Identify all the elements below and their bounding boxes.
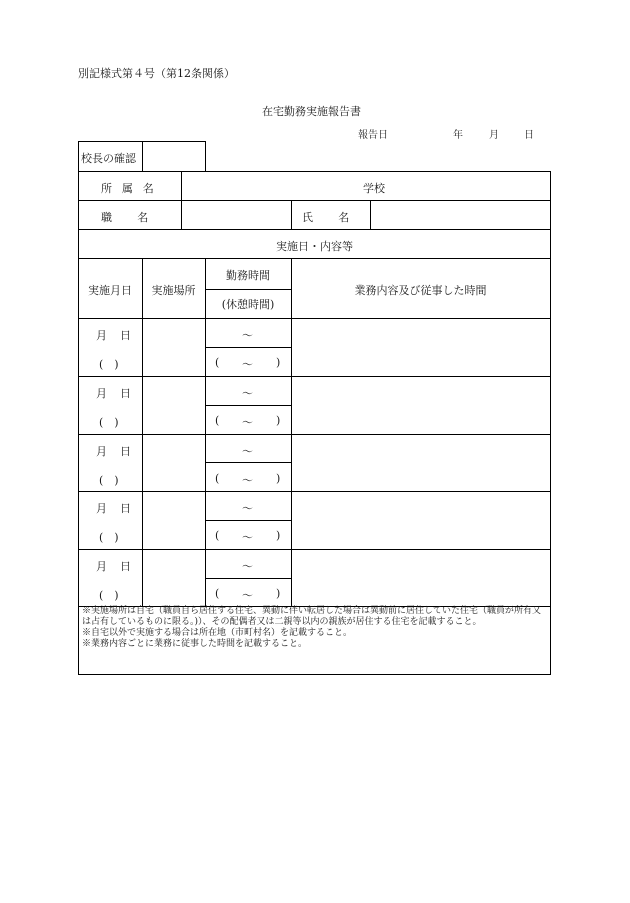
column-header-work-hours: 勤務時間	[226, 269, 270, 282]
row-day-label: 日	[120, 445, 131, 458]
row-day-label: 日	[120, 329, 131, 342]
form-number: 別記様式第４号（第12条関係）	[78, 67, 235, 80]
report-date-year: 年	[453, 130, 463, 141]
row-weekday-paren: ( )	[99, 358, 119, 371]
column-header-date: 実施月日	[88, 284, 132, 297]
row-break-tilde: ～	[242, 416, 253, 429]
row-break-tilde: ～	[242, 474, 253, 487]
report-date-day: 日	[524, 130, 534, 141]
row-weekday-paren: ( )	[99, 474, 119, 487]
row-weekday-paren: ( )	[99, 416, 119, 429]
row-break-tilde: ～	[242, 589, 253, 602]
row-month-label: 月	[96, 560, 107, 573]
row-work-tilde: ～	[242, 502, 253, 515]
school-suffix: 学校	[363, 182, 385, 195]
row-weekday-paren: ( )	[99, 531, 119, 544]
position-field[interactable]	[182, 201, 291, 229]
name-label: 氏名	[302, 211, 375, 224]
row-break-open: (	[215, 472, 220, 485]
row-break-close: )	[276, 414, 281, 427]
row-content-field[interactable]	[292, 435, 550, 491]
row-place-field[interactable]	[143, 550, 205, 606]
position-label: 職名	[101, 211, 174, 224]
affiliation-label: 所属名	[101, 182, 164, 195]
row-month-label: 月	[96, 329, 107, 342]
row-content-field[interactable]	[292, 377, 550, 433]
row-work-tilde: ～	[242, 560, 253, 573]
row-break-open: (	[215, 356, 220, 369]
document-title: 在宅勤務実施報告書	[262, 105, 361, 118]
row-break-close: )	[276, 587, 281, 600]
report-date-label: 報告日	[358, 130, 388, 141]
column-header-break-hours: (休憩時間)	[221, 298, 275, 311]
row-weekday-paren: ( )	[99, 589, 119, 602]
row-place-field[interactable]	[143, 319, 205, 375]
row-content-field[interactable]	[292, 550, 550, 606]
row-break-close: )	[276, 356, 281, 369]
notes	[82, 606, 549, 650]
principal-confirm-label: 校長の確認	[81, 152, 136, 165]
row-content-field[interactable]	[292, 492, 550, 548]
row-break-close: )	[276, 472, 281, 485]
row-break-open: (	[215, 529, 220, 542]
row-work-tilde: ～	[242, 387, 253, 400]
row-month-label: 月	[96, 387, 107, 400]
report-date-month: 月	[489, 130, 499, 141]
row-break-open: (	[215, 587, 220, 600]
row-work-tilde: ～	[242, 329, 253, 342]
row-place-field[interactable]	[143, 377, 205, 433]
note-item: ※業務内容ごとに業務に従事した時間を記載すること。	[82, 639, 308, 649]
row-month-label: 月	[96, 445, 107, 458]
row-content-field[interactable]	[292, 319, 550, 375]
row-break-close: )	[276, 529, 281, 542]
column-header-content: 業務内容及び従事した時間	[354, 284, 487, 297]
row-break-tilde: ～	[242, 531, 253, 544]
section-header: 実施日・内容等	[276, 240, 353, 253]
name-field[interactable]	[371, 201, 550, 229]
note-item: ※実施場所は自宅（職員自ら居住する住宅、異動に伴い転居した場合は異動前に居住していた住宅（職員が所有又は占有しているものに限る。)）、その配偶者又は二親等以内の親族が居住する住宅を記載すること。	[82, 606, 542, 627]
row-day-label: 日	[120, 387, 131, 400]
row-work-tilde: ～	[242, 445, 253, 458]
row-break-open: (	[215, 414, 220, 427]
note-item: ※自宅以外で実施する場合は所在地（市町村名）を記載すること。	[82, 628, 353, 638]
principal-confirm-field[interactable]	[143, 142, 205, 172]
row-month-label: 月	[96, 502, 107, 515]
row-day-label: 日	[120, 502, 131, 515]
column-header-place: 実施場所	[151, 284, 196, 297]
row-place-field[interactable]	[143, 492, 205, 548]
row-break-tilde: ～	[242, 358, 253, 371]
row-day-label: 日	[120, 560, 131, 573]
row-place-field[interactable]	[143, 435, 205, 491]
